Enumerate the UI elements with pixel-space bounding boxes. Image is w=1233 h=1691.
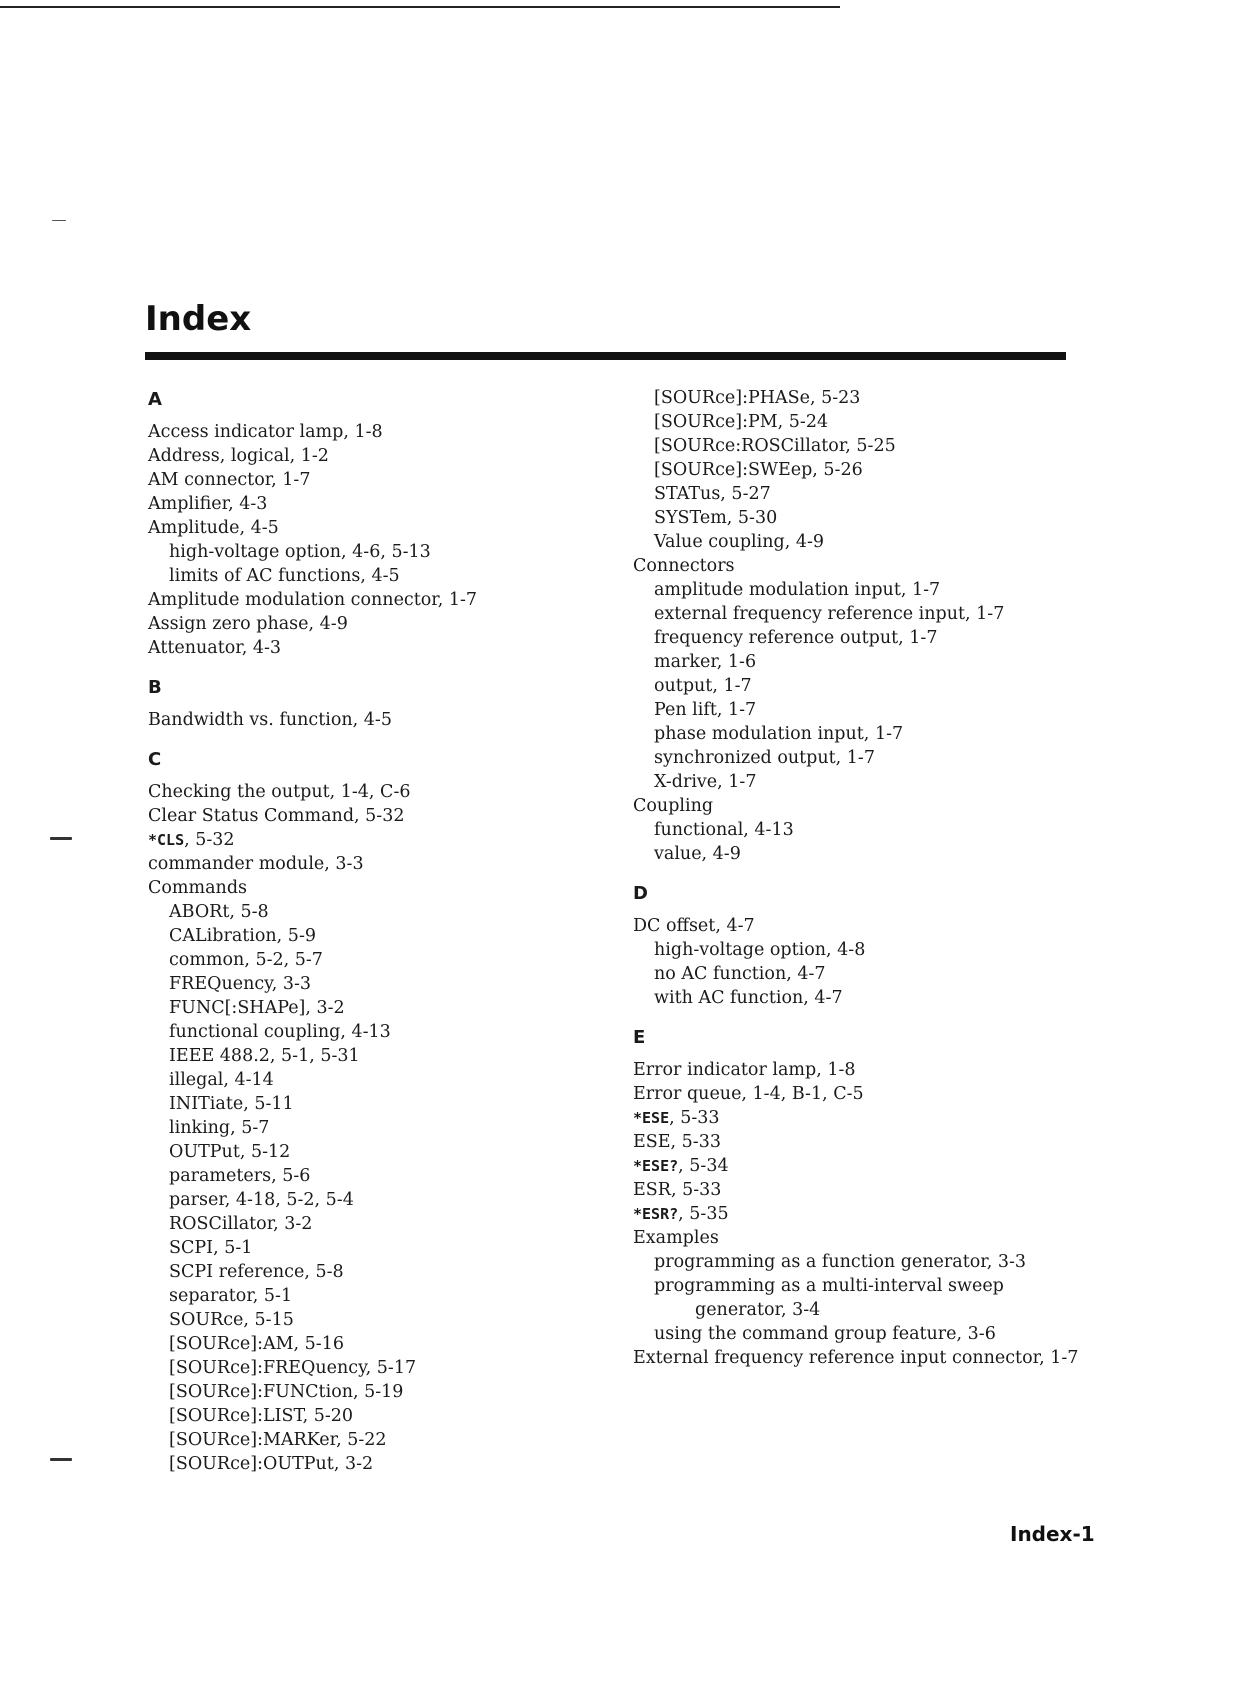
- index-subentry: with AC function, 4-7: [654, 988, 843, 1008]
- index-subentry: [SOURce]:PHASe, 5-23: [654, 388, 861, 408]
- index-subentry: external frequency reference input, 1-7: [654, 604, 1005, 624]
- index-subentry: [SOURce]:AM, 5-16: [169, 1334, 344, 1354]
- index-column-right: [633, 386, 1093, 1370]
- index-entry: Examples: [633, 1228, 719, 1248]
- index-entry: ESE, 5-33: [633, 1132, 721, 1152]
- index-entry: Clear Status Command, 5-32: [148, 806, 405, 826]
- index-subentry: SCPI reference, 5-8: [169, 1262, 344, 1282]
- index-entry: ESR, 5-33: [633, 1180, 722, 1200]
- index-subentry: programming as a multi-interval sweep generator, 3-4: [654, 1276, 1004, 1320]
- index-subentry: separator, 5-1: [169, 1286, 293, 1306]
- index-subentry: SCPI, 5-1: [169, 1238, 253, 1258]
- index-subentry: [SOURce]:MARKer, 5-22: [169, 1430, 387, 1450]
- index-subentry: amplitude modulation input, 1-7: [654, 580, 941, 600]
- index-subentry: programming as a function generator, 3-3: [654, 1252, 1027, 1272]
- index-entry: AM connector, 1-7: [148, 470, 311, 490]
- index-subentry: parser, 4-18, 5-2, 5-4: [169, 1190, 354, 1210]
- page-ref: , 5-34: [678, 1156, 729, 1176]
- index-entry: commander module, 3-3: [148, 854, 364, 874]
- index-subentry: INITiate, 5-11: [169, 1094, 294, 1114]
- index-subentry: [SOURce]:LIST, 5-20: [169, 1406, 354, 1426]
- index-subentry: common, 5-2, 5-7: [169, 950, 323, 970]
- command-keyword: *ESR?: [633, 1205, 679, 1223]
- index-subentry: using the command group feature, 3-6: [654, 1324, 996, 1344]
- index-entry-coupling: Coupling: [633, 796, 714, 816]
- index-entry-cls: [148, 828, 608, 852]
- binding-hole-mark: [50, 837, 72, 840]
- index-subentry: [SOURce]:FREQuency, 5-17: [169, 1358, 417, 1378]
- index-entry-ese: [633, 1106, 1093, 1130]
- index-subentry: [SOURce]:FUNCtion, 5-19: [169, 1382, 404, 1402]
- index-subentry: ABORt, 5-8: [169, 902, 269, 922]
- index-entry: DC offset, 4-7: [633, 916, 755, 936]
- index-subentry: high-voltage option, 4-6, 5-13: [169, 542, 431, 562]
- index-subentry: [SOURce]:PM, 5-24: [654, 412, 829, 432]
- index-subentry: OUTPut, 5-12: [169, 1142, 291, 1162]
- index-entry: Error indicator lamp, 1-8: [633, 1060, 856, 1080]
- command-keyword: *CLS: [148, 831, 185, 849]
- page-number: Index-1: [1010, 1522, 1095, 1546]
- index-subentry: SOURce, 5-15: [169, 1310, 294, 1330]
- command-keyword: *ESE?: [633, 1157, 679, 1175]
- index-entry-ese-query: [633, 1154, 1093, 1178]
- title-rule: [145, 352, 1066, 360]
- index-subentry: output, 1-7: [654, 676, 752, 696]
- page-ref: , 5-32: [184, 830, 235, 850]
- index-entry: External frequency reference input connector, 1-7: [633, 1348, 1079, 1368]
- index-entry: Amplitude, 4-5: [148, 518, 279, 538]
- section-letter-a: A: [148, 389, 162, 410]
- index-subentry: parameters, 5-6: [169, 1166, 311, 1186]
- index-subentry: no AC function, 4-7: [654, 964, 826, 984]
- page-title: Index: [145, 299, 252, 339]
- index-subentry: CALibration, 5-9: [169, 926, 316, 946]
- index-entry: Checking the output, 1-4, C-6: [148, 782, 411, 802]
- index-subentry: [SOURce:ROSCillator, 5-25: [654, 436, 896, 456]
- section-letter-e: E: [633, 1027, 646, 1048]
- index-subentry: limits of AC functions, 4-5: [169, 566, 400, 586]
- index-subentry: marker, 1-6: [654, 652, 757, 672]
- index-column-left: [148, 388, 608, 1476]
- index-subentry: Value coupling, 4-9: [654, 532, 825, 552]
- index-subentry: functional, 4-13: [654, 820, 794, 840]
- index-entry: Commands: [148, 878, 248, 898]
- index-entry: Error queue, 1-4, B-1, C-5: [633, 1084, 864, 1104]
- command-keyword: *ESE: [633, 1109, 670, 1127]
- index-subentry: X-drive, 1-7: [654, 772, 757, 792]
- index-entry: Access indicator lamp, 1-8: [148, 422, 383, 442]
- index-subentry: phase modulation input, 1-7: [654, 724, 904, 744]
- index-subentry: illegal, 4-14: [169, 1070, 274, 1090]
- index-subentry: [SOURce]:OUTPut, 3-2: [169, 1454, 374, 1474]
- index-subentry: [SOURce]:SWEep, 5-26: [654, 460, 863, 480]
- index-subentry: ROSCillator, 3-2: [169, 1214, 313, 1234]
- index-subentry: SYSTem, 5-30: [654, 508, 778, 528]
- index-entry: Assign zero phase, 4-9: [148, 614, 348, 634]
- index-subentry: frequency reference output, 1-7: [654, 628, 938, 648]
- index-entry: Address, logical, 1-2: [148, 446, 329, 466]
- index-subentry: IEEE 488.2, 5-1, 5-31: [169, 1046, 360, 1066]
- page-ref: , 5-35: [678, 1204, 729, 1224]
- section-letter-b: B: [148, 677, 162, 698]
- index-entry: Amplifier, 4-3: [148, 494, 268, 514]
- index-subentry: high-voltage option, 4-8: [654, 940, 866, 960]
- index-subentry: FREQuency, 3-3: [169, 974, 312, 994]
- section-letter-c: C: [148, 749, 162, 770]
- index-subentry: synchronized output, 1-7: [654, 748, 875, 768]
- index-subentry: value, 4-9: [654, 844, 741, 864]
- index-subentry: Pen lift, 1-7: [654, 700, 757, 720]
- index-entry: Amplitude modulation connector, 1-7: [148, 590, 478, 610]
- binding-hole-mark: [50, 1458, 72, 1461]
- index-subentry: STATus, 5-27: [654, 484, 771, 504]
- index-subentry: FUNC[:SHAPe], 3-2: [169, 998, 345, 1018]
- index-subentry: functional coupling, 4-13: [169, 1022, 391, 1042]
- index-entry-esr-query: [633, 1202, 1093, 1226]
- index-entry: Attenuator, 4-3: [148, 638, 282, 658]
- top-scan-rule: [0, 6, 840, 8]
- index-entry: Bandwidth vs. function, 4-5: [148, 710, 392, 730]
- scan-mark: [52, 220, 66, 221]
- page-ref: , 5-33: [669, 1108, 720, 1128]
- index-subentry: linking, 5-7: [169, 1118, 270, 1138]
- index-entry-connectors: Connectors: [633, 556, 735, 576]
- section-letter-d: D: [633, 883, 648, 904]
